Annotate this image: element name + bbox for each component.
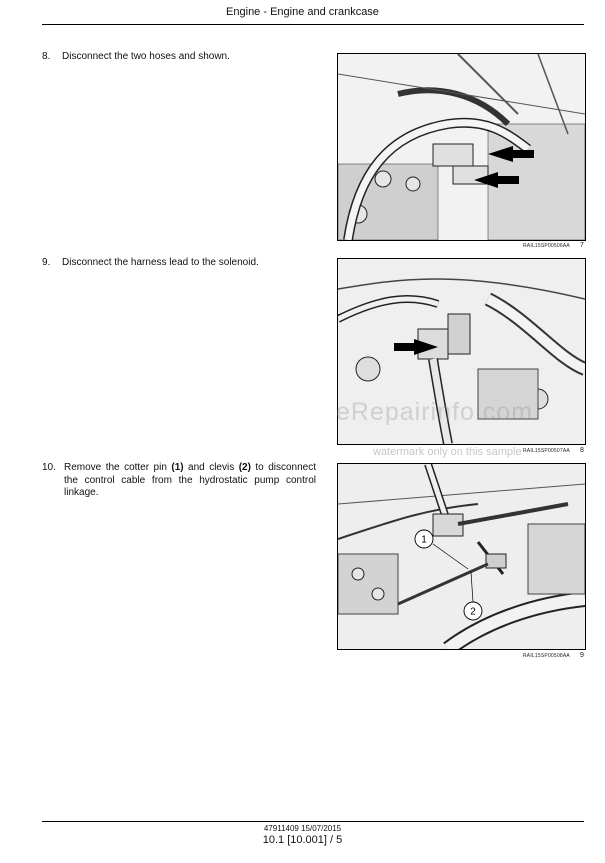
callout-1-label: 1 [421,534,427,546]
watermark-text: eRepairinfo.com [336,398,534,426]
figure-code: RAIL15SP00506AA [523,243,570,249]
header-rule [42,24,584,25]
figure-code: RAIL15SP00508AA [523,653,570,659]
step-text: Disconnect the two hoses and shown. [62,51,230,62]
figure-code: RAIL15SP00507AA [523,448,570,454]
footer-page-ref: 10.1 [10.001] / 5 [262,834,343,846]
figure-9-photo [337,463,586,650]
figure-7-photo [337,53,586,241]
step-number: 8. [42,51,51,62]
callout-reference-1: (1) [171,462,184,473]
step-text: Disconnect the harness lead to the solenoid. [62,257,259,268]
step-number: 9. [42,257,51,268]
figure-number: 9 [580,652,584,659]
figure-number: 7 [580,242,584,249]
watermark-subtext: watermark only on this sample [373,446,522,458]
callout-reference-2: (2) [238,462,251,473]
page-header-title: Engine - Engine and crankcase [226,6,379,18]
figure-number: 8 [580,447,584,454]
callout-2-label: 2 [470,606,476,618]
footer-doc-info: 47911409 15/07/2015 [263,824,342,833]
step-text: Remove the cotter pin (1) and clevis (2) to disconnect the control cable from the hydrostatic pump control linkage. [64,462,316,498]
step-number: 10. [42,462,56,473]
footer-rule [42,821,584,822]
